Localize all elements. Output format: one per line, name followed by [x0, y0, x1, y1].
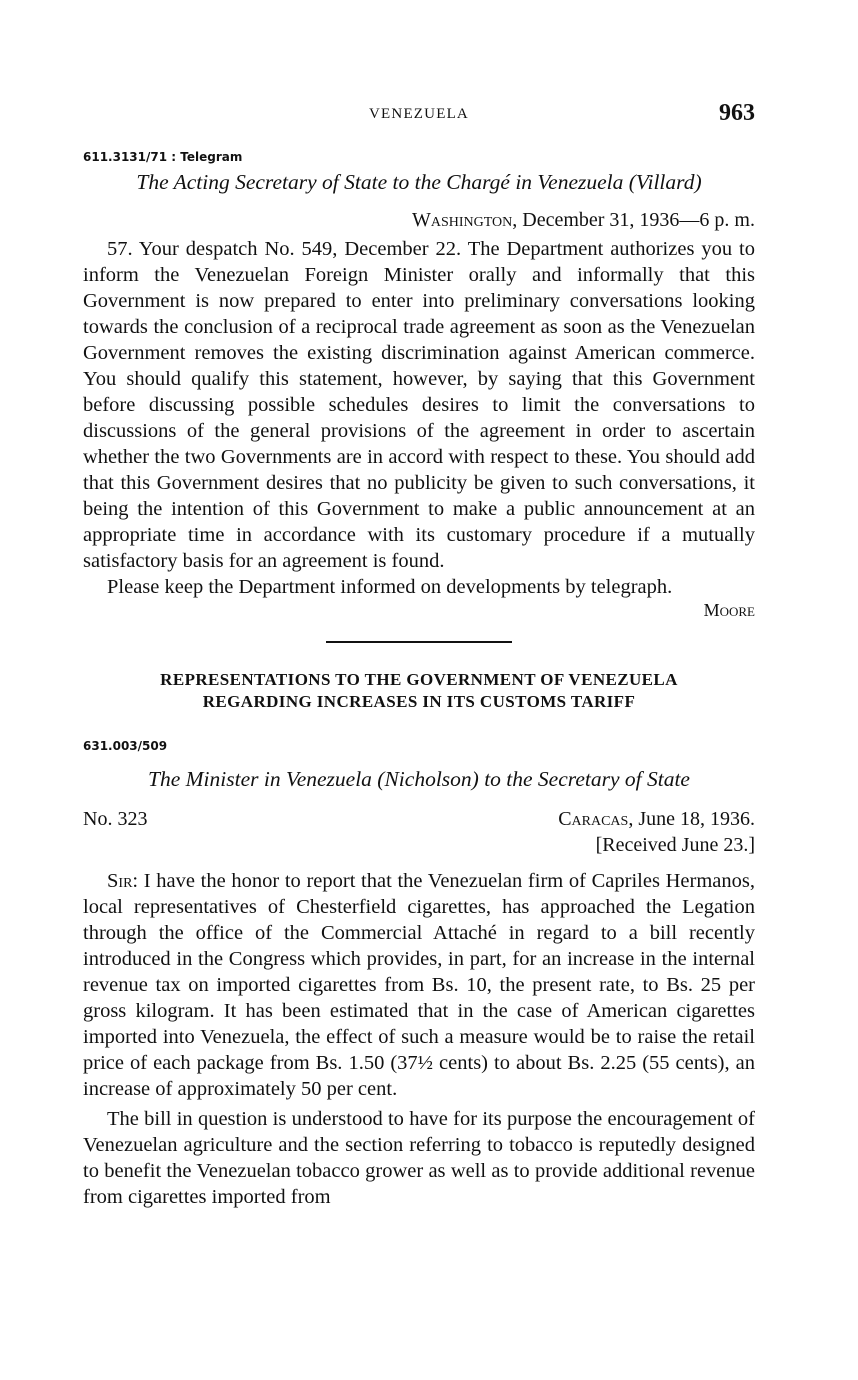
document-heading: The Acting Secretary of State to the Chargé in Venezuela (Villard): [136, 170, 702, 194]
section-title-line: REPRESENTATIONS TO THE GOVERNMENT OF VENEZUELA: [160, 670, 678, 689]
section-title: [83, 669, 755, 713]
received-note: [Received June 23.]: [595, 834, 755, 856]
letter-date-text: , June 18, 1936.: [628, 808, 755, 830]
dateline-place: Washington: [411, 209, 513, 231]
body-paragraph: The bill in question is understood to have for its purpose the encouragement of Venezuelan agriculture and the section referring to tobacco is reputedly designed to benefit the Venezuelan tobacco grower as well as to provide additional revenue from cigarettes imported from: [83, 1108, 755, 1208]
body-paragraph: [83, 868, 755, 1102]
dateline-date: , December 31, 1936—6 p. m.: [512, 209, 755, 231]
file-reference: 631.003/509: [83, 739, 168, 753]
telegram-body: [83, 236, 755, 600]
signature: Moore: [703, 600, 755, 620]
letter-place: Caracas: [558, 808, 629, 830]
file-reference: 611.3131/71 : Telegram: [83, 150, 243, 164]
dateline: [83, 209, 755, 232]
body-paragraph: Please keep the Department informed on developments by telegraph.: [107, 576, 673, 598]
body-paragraph: 57. Your despatch No. 549, December 22. The Department authorizes you to inform the Venezuelan Foreign Minister orally and informally that this Government is now prepared to enter into preliminary conversations looking towards the conclusion of a reciprocal trade agreement as soon as the Venezuelan Government removes the existing discrimination against American commerce. You should qualify this statement, however, by saying that this Government before discussing possible schedules desires to limit the conversations to discussions of the general provisions of the agreement in order to ascertain whether the two Governments are in accord with respect to these. You should add that this Government desires that no publicity be given to such conversations, it being the intention of this Government to make a public announcement at an appropriate time in accordance with its customary procedure if a mutually satisfactory basis for an agreement is found.: [83, 238, 755, 572]
page-header: [83, 100, 755, 136]
letter-number: No. 323: [83, 808, 148, 830]
salutation: Sir: [107, 870, 133, 892]
letter-body: [83, 868, 755, 1210]
section-divider: [326, 641, 512, 643]
running-head: VENEZUELA: [369, 106, 469, 122]
section-title-line: REGARDING INCREASES IN ITS CUSTOMS TARIFF: [202, 692, 636, 711]
page-number: 963: [719, 100, 755, 126]
document-page: [83, 100, 755, 1210]
letter-meta: [83, 808, 755, 862]
paragraph-text: : I have the honor to report that the Venezuelan firm of Capriles Hermanos, local representatives of Chesterfield cigarettes, has approached the Legation through the office of the Commercial Attaché in regard to a bill recently introduced in the Congress which provides, in part, for an increase in the internal revenue tax on imported cigarettes from Bs. 10, the present rate, to Bs. 25 per gross kilogram. It has been estimated that in the case of American cigarettes imported into Venezuela, the effect of such a measure would be to raise the retail price of each package from Bs. 1.50 (37½ cents) to about Bs. 2.25 (55 cents), an increase of approximately 50 per cent.: [83, 870, 755, 1100]
letter-date: [558, 808, 755, 831]
document-heading: The Minister in Venezuela (Nicholson) to the Secretary of State: [148, 767, 690, 791]
